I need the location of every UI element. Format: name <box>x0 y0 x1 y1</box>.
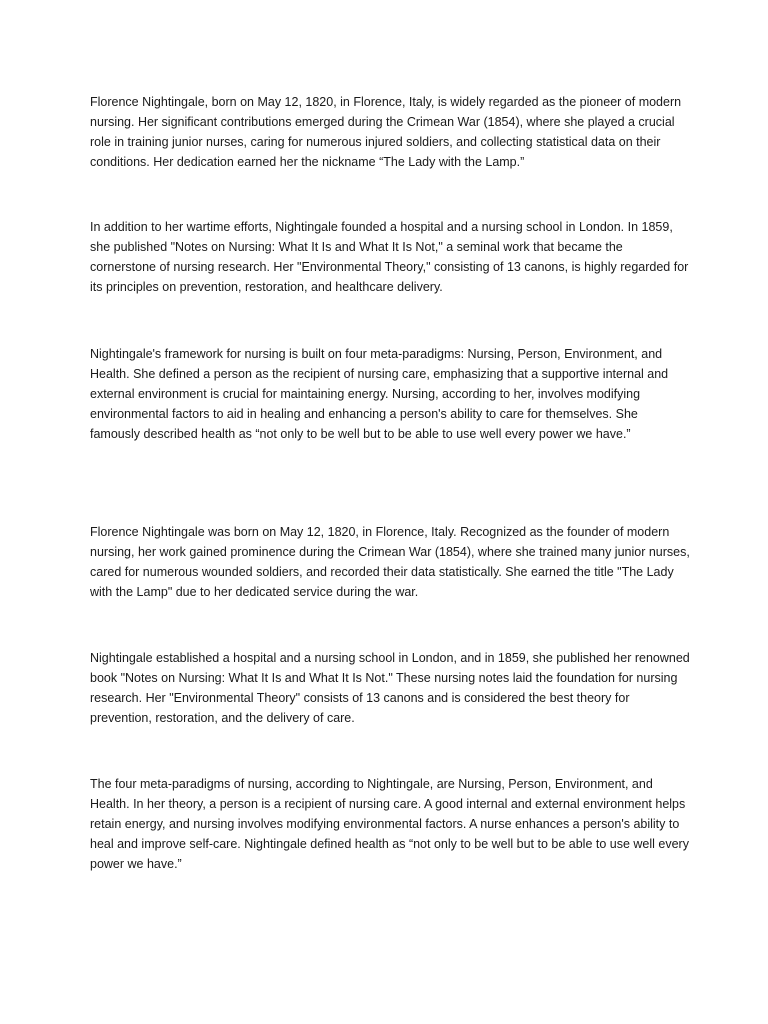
paragraph-2: In addition to her wartime efforts, Nightingale founded a hospital and a nursing school in London. In 1859, she published "Notes on Nursing: What It Is and What It Is Not," a seminal work that became the cornerstone of nursing research. Her "Environmental Theory," consisting of 13 canons, is highly regarded for its principles on prevention, restoration, and healthcare delivery. <box>90 220 689 295</box>
paragraph-4: Florence Nightingale was born on May 12, 1820, in Florence, Italy. Recognized as the founder of modern nursing, her work gained prominence during the Crimean War (1854), where she trained many junior nurses, cared for numerous wounded soldiers, and recorded their data statistically. She earned the title "The Lady with the Lamp" due to her dedicated service during the war. <box>90 525 690 600</box>
paragraph-3: Nightingale's framework for nursing is built on four meta-paradigms: Nursing, Person, Environment, and Health. She defined a person as the recipient of nursing care, emphasizing that a supportive internal and external environment is crucial for maintaining energy. Nursing, according to her, involves modifying environmental factors to aid in healing and enhancing a person's ability to care for themselves. She famously described health as “not only to be well but to be able to use well every power we have.” <box>90 347 669 442</box>
paragraph-5: Nightingale established a hospital and a nursing school in London, and in 1859, she published her renowned book "Notes on Nursing: What It Is and What It Is Not." These nursing notes laid the foundation for nursing research. Her "Environmental Theory" consists of 13 canons and is considered the best theory for prevention, restoration, and the delivery of care. <box>90 651 690 726</box>
paragraph-6: The four meta-paradigms of nursing, according to Nightingale, are Nursing, Person, Environment, and Health. In her theory, a person is a recipient of nursing care. A good internal and external environment helps retain energy, and nursing involves modifying environmental factors. A nurse enhances a person's ability to heal and improve self-care. Nightingale defined health as “not only to be well but to be able to use well every power we have.” <box>90 777 689 872</box>
paragraph-1: Florence Nightingale, born on May 12, 1820, in Florence, Italy, is widely regarded as the pioneer of modern nursing. Her significant contributions emerged during the Crimean War (1854), where she played a crucial role in training junior nurses, caring for numerous injured soldiers, and collecting statistical data on their conditions. Her dedication earned her the nickname “The Lady with the Lamp.” <box>90 95 682 170</box>
